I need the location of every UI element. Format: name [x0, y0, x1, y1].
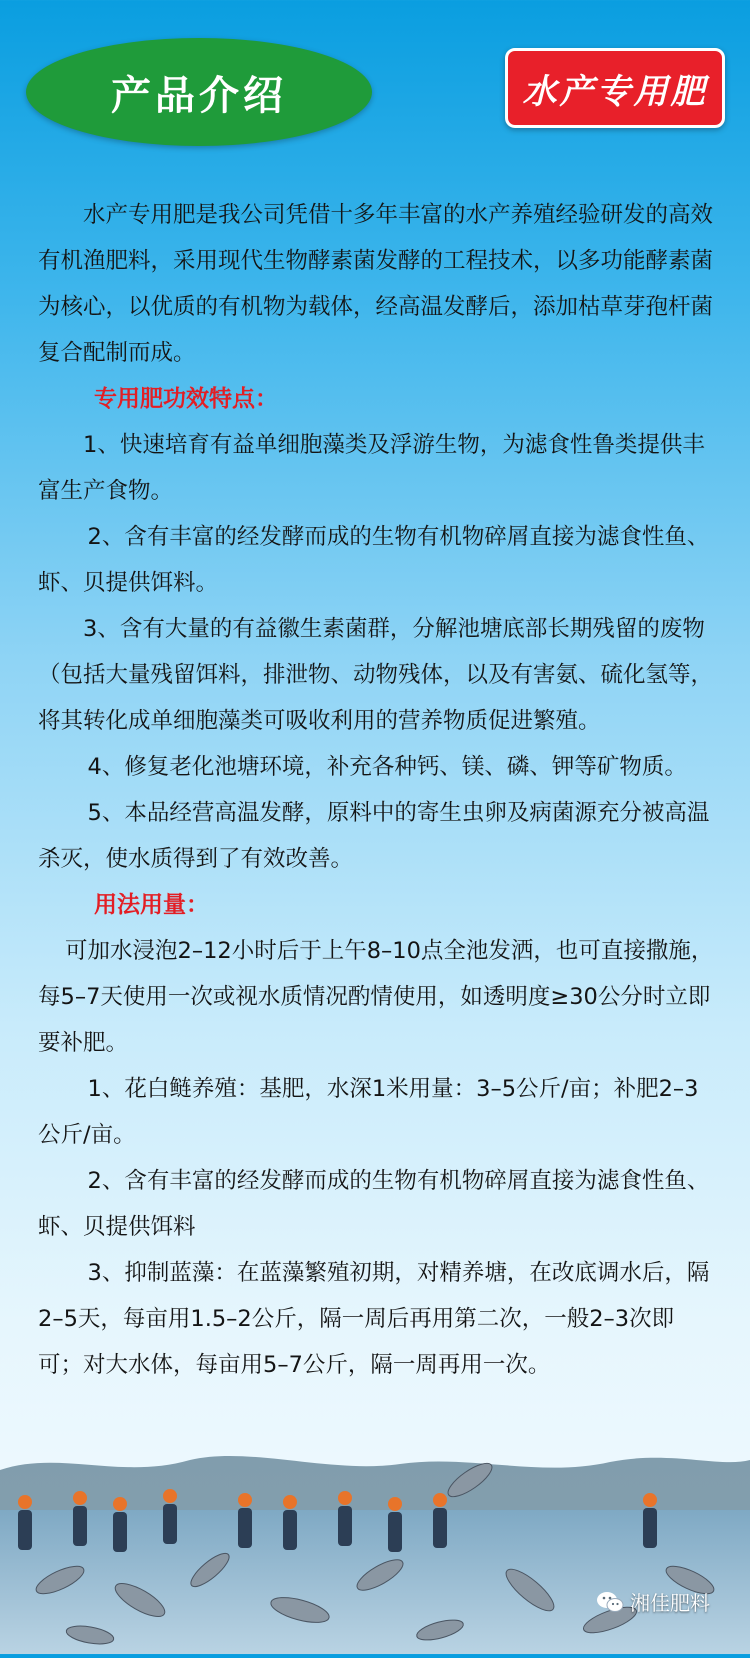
title-badge: [26, 38, 372, 146]
usage-item: 1、花白鲢养殖：基肥，水深1米用量：3–5公斤/亩；补肥2–3公斤/亩。: [38, 1076, 699, 1148]
feature-item: 5、本品经营高温发酵，原料中的寄生虫卵及病菌源充分被高温杀灭，使水质得到了有效改善。: [38, 800, 710, 872]
fishery-scene: [0, 1450, 750, 1654]
page-title: 产品介绍: [111, 72, 287, 119]
fishery-illustration: [0, 1450, 750, 1654]
usage-heading: 用法用量：: [94, 892, 209, 918]
feature-item: 2、含有丰富的经发酵而成的生物有机物碎屑直接为滤食性鱼、虾、贝提供饵料。: [38, 524, 710, 596]
feature-item: 3、含有大量的有益徽生素菌群，分解池塘底部长期残留的废物（包括大量残留饵料，排泄物、动物残体，以及有害氨、硫化氢等，将其转化成单细胞藻类可吸收利用的营养物质促进繁殖。: [38, 616, 714, 734]
usage-item: 3、抑制蓝藻：在蓝藻繁殖初期，对精养塘，在改底调水后，隔2–5天，每亩用1.5–2公斤，隔一周后再用第二次，一般2–3次即可；对大水体，每亩用5–7公斤，隔一周再用一次。: [38, 1260, 710, 1378]
intro-paragraph: 水产专用肥是我公司凭借十多年丰富的水产养殖经验研发的高效有机渔肥料，采用现代生物酵素菌发酵的工程技术，以多功能酵素菌为核心，以优质的有机物为载体，经高温发酵后，添加枯草芽孢杆菌复合配制而成。: [38, 202, 714, 366]
watermark: [596, 1587, 710, 1616]
feature-item: 1、快速培育有益单细胞藻类及浮游生物，为滤食性鲁类提供丰富生产食物。: [38, 432, 705, 504]
usage-intro: 可加水浸泡2–12小时后于上午8–10点全池发洒，也可直接撒施，每5–7天使用一次或视水质情况酌情使用，如透明度≥30公分时立即要补肥。: [38, 938, 714, 1056]
watermark-text: 湘佳肥料: [630, 1591, 710, 1615]
usage-item: 2、含有丰富的经发酵而成的生物有机物碎屑直接为滤食性鱼、 虾、贝提供饵料: [38, 1168, 710, 1240]
features-heading: 专用肥功效特点：: [94, 386, 278, 412]
brand-tag: [505, 48, 725, 128]
wechat-icon: [596, 1590, 624, 1614]
article-body: [38, 192, 718, 1388]
feature-item: 4、修复老化池塘环境，补充各种钙、镁、磷、钾等矿物质。: [87, 754, 687, 780]
brand-tag-label: 水产专用肥: [522, 71, 708, 112]
